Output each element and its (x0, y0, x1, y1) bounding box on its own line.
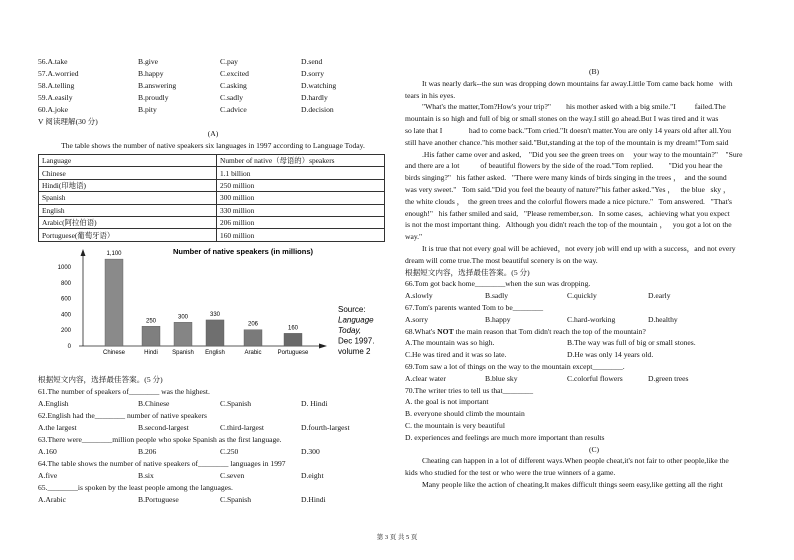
x-tick-label: Portuguese (277, 349, 309, 356)
option: D.green trees (648, 373, 689, 383)
table-cell: Chinese (39, 167, 217, 179)
question: 69.Tom saw a lot of things on the way to the mountain except________. (405, 361, 625, 371)
option: D.He was only 14 years old. (567, 350, 654, 360)
question-text: 68.What's (405, 326, 438, 336)
option: B.proudly (138, 93, 169, 102)
bar-chinese (105, 259, 123, 346)
option: B.blue sky (485, 373, 518, 383)
option: D.Hindi (301, 494, 326, 504)
table-row (39, 229, 385, 241)
option: B.second-largest (138, 422, 189, 432)
passage-b-instruction: 根据短文内容，选择最佳答案。(5 分) (405, 267, 530, 277)
data-label: 300 (177, 314, 189, 321)
chart-source: Language (338, 315, 374, 325)
option: B.The way was full of big or small stones. (567, 338, 696, 348)
option: C.quickly (567, 291, 597, 301)
option: 58.A.telling (38, 81, 75, 90)
data-label: 1,100 (106, 250, 122, 257)
cloze-option-row (38, 92, 388, 104)
option: C.advice (220, 105, 247, 114)
question-options (38, 494, 388, 506)
question-options (405, 314, 783, 326)
question: 64.The table shows the number of native speakers of________ languages in 1997 (38, 458, 286, 468)
option: B.answering (138, 81, 177, 90)
passage-b-line: tears in his eyes. (405, 90, 456, 100)
option: C.excited (220, 69, 249, 78)
option: 56.A.take (38, 57, 68, 66)
bar-portuguese (284, 333, 302, 346)
passage-b-line: .His father came over and asked, "Did you see the green trees on your way to the mountain?" "Sure (422, 149, 743, 159)
option: 57.A.worried (38, 69, 79, 78)
option: A.English (38, 398, 69, 408)
table-row (39, 204, 385, 216)
cloze-option-row (38, 56, 388, 68)
y-axis-arrow (81, 249, 86, 256)
table-cell: 300 million (217, 192, 385, 204)
table-cell: 206 million (217, 216, 385, 228)
x-tick-label: Spanish (172, 349, 194, 356)
question-option: C. the mountain is very beautiful (405, 420, 505, 430)
option: C.hard-working (567, 314, 616, 324)
option: D.healthy (648, 314, 678, 324)
page-footer: 第 3 页 共 5 页 (376, 534, 418, 541)
passage-b-line: the white clouds ， the green trees and the colorful flowers made a nice picture." Tom answered. "That's (405, 196, 732, 206)
data-label: 160 (287, 325, 299, 332)
left-column (38, 56, 388, 506)
section-title: V 阅读理解(30 分) (38, 117, 98, 126)
option: 60.A.joke (38, 105, 68, 114)
passage-c-label: (C) (588, 444, 600, 454)
passage-b-line: so late that I had to come back."Tom cried."It doesn't matter.You are only 14 years old after all.You (405, 125, 732, 135)
option: B.six (138, 470, 154, 480)
passage-b-line: and there are a lot of beautiful flowers by the side of the road."Tom replied. "Did you hear the (405, 161, 723, 171)
question-options (405, 349, 783, 361)
option: 59.A.easily (38, 93, 73, 102)
option: D.eight (301, 470, 324, 480)
table-header (39, 155, 385, 167)
option: B.206 (138, 446, 157, 456)
table-row (39, 216, 385, 228)
table-cell: Language (39, 155, 217, 167)
option: D.300 (301, 446, 320, 456)
option: D.sorry (301, 69, 324, 78)
question (405, 326, 783, 338)
option: A.slowly (405, 291, 433, 301)
table-cell: Arabic(阿拉伯语) (39, 216, 217, 228)
question-options (38, 470, 388, 482)
option: B.Portuguese (138, 494, 179, 504)
bar-english (206, 320, 224, 346)
passage-a-label: (A) (207, 129, 219, 138)
question: 67.Tom's parents wanted Tom to be________ (405, 302, 544, 312)
option: B.Chinese (138, 398, 170, 408)
passage-b-line: mountain is so high and full of big or small stones on the way.I still go ahead.But I was tired and it was (405, 114, 719, 124)
bar-hindi (142, 326, 160, 346)
passage-b-line: enough!" his father smiled and said, "Please remember,son. In some cases, achieving what you expect (405, 208, 730, 218)
y-tick-label: 1000 (57, 264, 71, 271)
option: C.sadly (220, 93, 243, 102)
table-cell: 330 million (217, 204, 385, 216)
question-option: D. experiences and feelings are much more important than results (405, 432, 605, 442)
option: C.Spanish (220, 494, 252, 504)
question: 62.English had the________ number of native speakers (38, 410, 207, 420)
option: A.the largest (38, 422, 77, 432)
option: B.pity (138, 105, 157, 114)
table-row (39, 179, 385, 191)
question-text: NOT (437, 326, 454, 336)
passage-b-line: way." (405, 232, 423, 242)
table-cell: 250 million (217, 179, 385, 191)
native-speakers-bar-chart (38, 246, 388, 368)
chart-source: Dec 1997. (338, 336, 375, 346)
table-cell: 160 million (217, 229, 385, 241)
question-options (38, 422, 388, 434)
question-text: the main reason that Tom didn't reach the top of the mountain? (453, 326, 646, 336)
x-axis-arrow (319, 343, 327, 348)
x-tick-label: English (205, 349, 225, 356)
question-option: A. the goal is not important (405, 397, 489, 407)
option: D.send (301, 57, 323, 66)
question-options (38, 446, 388, 458)
question: 65.________is spoken by the least people among the languages. (38, 482, 233, 492)
option: C.He was tired and it was so late. (405, 350, 507, 360)
question: 61.The number of speakers of________ was the highest. (38, 386, 210, 396)
option: C.pay (220, 57, 238, 66)
table-cell: Spanish (39, 192, 217, 204)
question: 63.There were________million people who spoke Spanish as the first language. (38, 434, 282, 444)
option: D.watching (301, 81, 337, 90)
option: C.250 (220, 446, 239, 456)
passage-a-intro: The table shows the number of native speakers six languages in 1997 according to Language Today. (61, 141, 365, 150)
option: A.sorry (405, 314, 428, 324)
chart-title: Number of native speakers (in millions) (172, 246, 314, 256)
option: C.third-largest (220, 422, 264, 432)
y-tick-label: 400 (60, 312, 71, 319)
table-row (39, 167, 385, 179)
question-options (405, 373, 783, 385)
table-cell: English (39, 204, 217, 216)
y-tick-label: 0 (67, 343, 71, 350)
cloze-option-row (38, 104, 388, 116)
question: 66.Tom got back home________when the sun was dropping. (405, 279, 591, 289)
table-cell: Portuguese(葡萄牙语） (39, 229, 217, 241)
table-cell: Hindi(印地语) (39, 179, 217, 191)
passage-c-line: Many people like the action of cheating.It makes difficult things seem easy,like getting all the right (422, 479, 723, 489)
passage-b-line: dream will come true.The most beautiful scenery is on the way. (405, 255, 598, 265)
chart-source: Source: (338, 304, 366, 314)
option: B.happy (138, 69, 164, 78)
option: D.hardly (301, 93, 328, 102)
option: C.Spanish (220, 398, 252, 408)
option: A.Arabic (38, 494, 67, 504)
option: A.five (38, 470, 58, 480)
passage-b-line: still have another chance."his mother said."But,standing at the top of the mountain is my dream!"Tom said (405, 137, 729, 147)
chart-source: volume 2 (338, 346, 371, 356)
question-options (405, 337, 783, 349)
cloze-option-row (38, 68, 388, 80)
passage-b-line: is not the most important thing. Although you didn't reach the top of the mountain ， you got a lot on the (405, 220, 732, 230)
table-cell: 1.1 billion (217, 167, 385, 179)
passage-c-line: kids who studied for the test or who were the true winners of a game. (405, 468, 616, 478)
data-label: 206 (247, 321, 259, 328)
language-table (38, 154, 385, 242)
bar-arabic (244, 329, 262, 345)
option: B.give (138, 57, 159, 66)
y-tick-label: 600 (60, 296, 71, 303)
right-column (405, 66, 783, 491)
passage-b-line: It is true that not every goal will be achieved，not every job will end up with a success，and not every (422, 243, 736, 253)
question-option: B. everyone should climb the mountain (405, 409, 525, 419)
data-label: 250 (145, 317, 157, 324)
option: D.early (648, 291, 671, 301)
x-tick-label: Arabic (244, 349, 262, 356)
table-cell: Number of native（母语的）speakers (217, 155, 385, 167)
y-tick-label: 200 (60, 327, 71, 334)
bar-spanish (174, 322, 192, 346)
option: D.fourth-largest (301, 422, 350, 432)
passage-b-line: It was nearly dark--the sun was dropping down mountains far away.Little Tom came back home with (422, 78, 733, 88)
table-row (39, 192, 385, 204)
option: B.happy (485, 314, 511, 324)
x-tick-label: Hindi (144, 349, 158, 356)
question: 70.The writer tries to tell us that________ (405, 385, 534, 395)
passage-a-instruction: 根据短文内容，选择最佳答案。(5 分) (38, 374, 163, 384)
passage-b-line: birds singing?" his father asked. "There were many kinds of birds singing in the trees ， and the sound (405, 173, 727, 183)
data-label: 330 (209, 311, 221, 318)
x-tick-label: Chinese (102, 349, 126, 356)
chart-source: Today, (338, 325, 362, 335)
option: A.clear water (405, 373, 446, 383)
option: C.colorful flowers (567, 373, 623, 383)
option: D.decision (301, 105, 334, 114)
question-options (38, 398, 388, 410)
option: A.The mountain was so high. (405, 338, 495, 348)
passage-c-line: Cheating can happen in a lot of different ways.When people cheat,it's not fair to other people,like the (422, 456, 729, 466)
question-options (405, 290, 783, 302)
option: B.sadly (485, 291, 508, 301)
passage-b-label: (B) (588, 67, 600, 76)
passage-b-line: was very sweet." Tom said."Did you feel the beauty of nature?"his father asked."Yes ， the blue sky ， (405, 184, 731, 194)
cloze-option-row (38, 80, 388, 92)
option: A.160 (38, 446, 57, 456)
option: C.seven (220, 470, 245, 480)
option: D. Hindi (301, 398, 328, 408)
passage-b-line: "What's the matter,Tom?How's your trip?" his mother asked with a big smile."I failed.The (422, 102, 726, 112)
y-tick-label: 800 (60, 280, 71, 287)
option: C.asking (220, 81, 247, 90)
